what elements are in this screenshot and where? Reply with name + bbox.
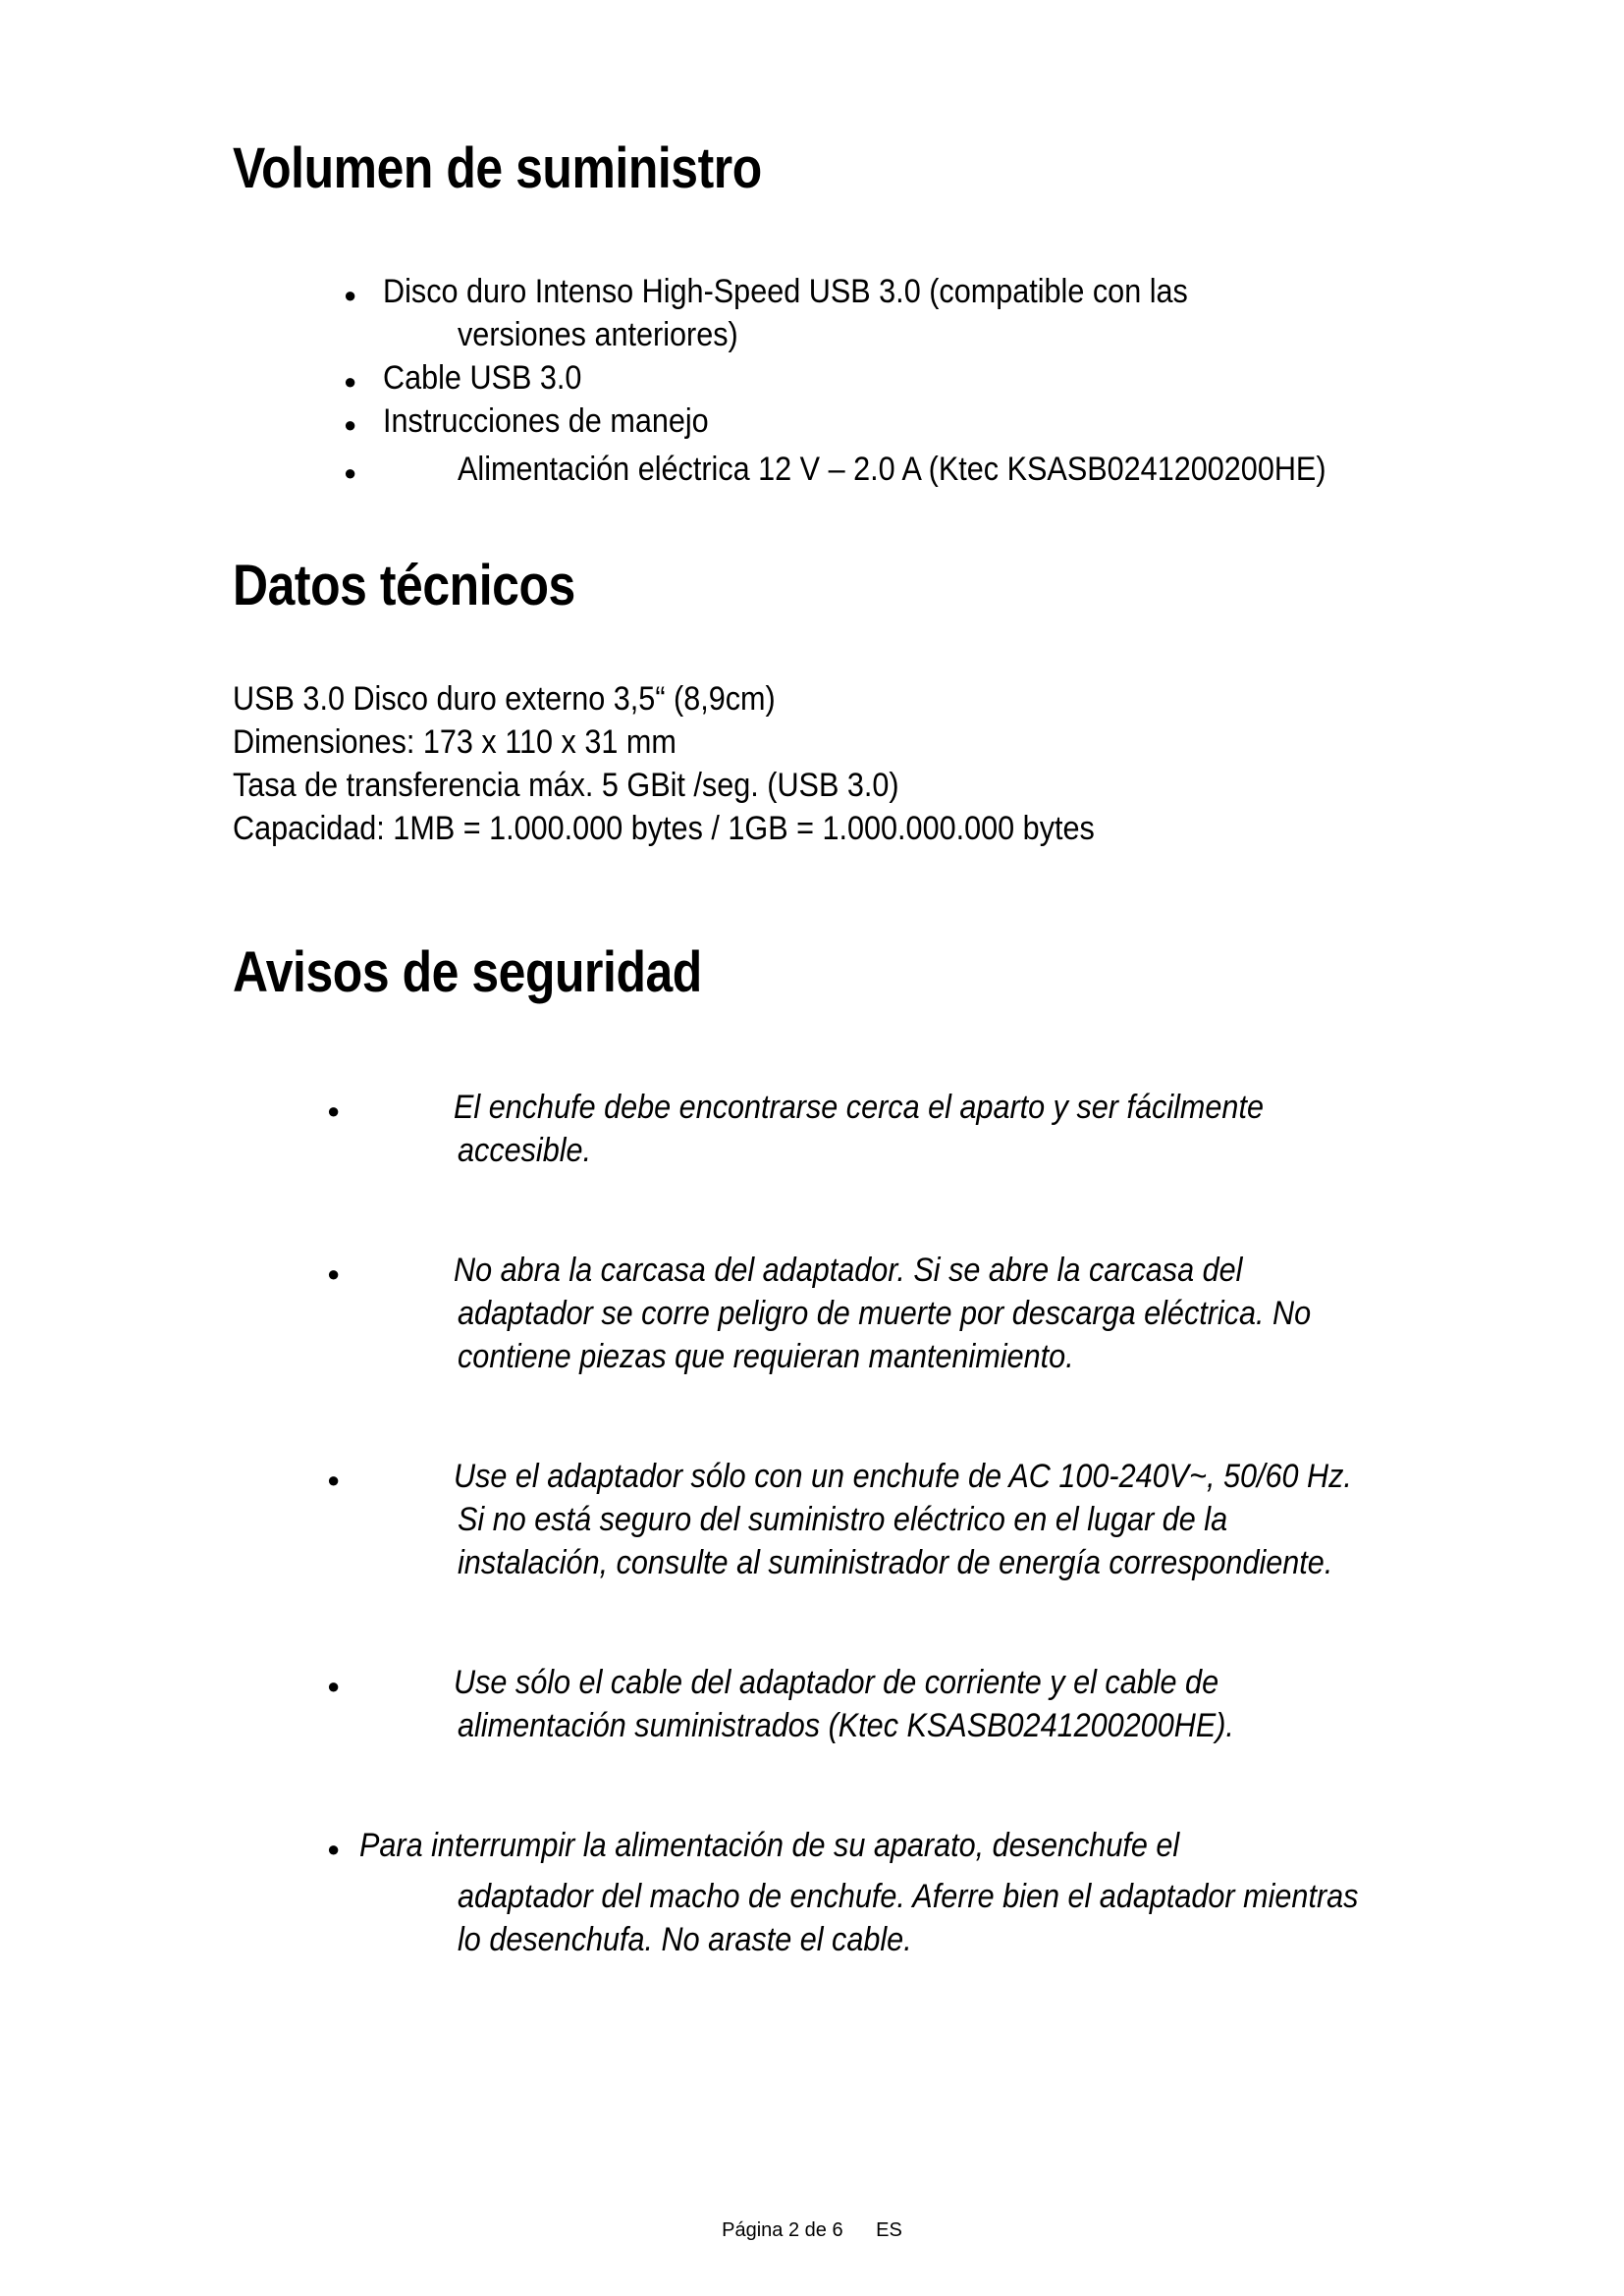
safety-item-3-line-3: instalación, consulte al suministrador de energía correspondiente.	[458, 1544, 1333, 1581]
technical-line-3: Tasa de transferencia máx. 5 GBit /seg. (USB 3.0)	[233, 767, 899, 804]
safety-item-2-line-1: No abra la carcasa del adaptador. Si se abre la carcasa del	[454, 1252, 1243, 1289]
page-footer	[0, 2218, 1624, 2242]
bullet: ●	[344, 283, 357, 307]
page-number: Página 2 de 6	[722, 2219, 843, 2241]
safety-item-5-line-1: Para interrumpir la alimentación de su aparato, desenchufe el	[359, 1827, 1180, 1864]
delivery-item-1-line-1: Disco duro Intenso High-Speed USB 3.0 (compatible con las	[383, 273, 1188, 310]
bullet: ●	[344, 460, 357, 485]
bullet: ●	[327, 1674, 341, 1698]
delivery-item-3: Instrucciones de manejo	[383, 402, 709, 440]
section-title-delivery: Volumen de suministro	[233, 136, 762, 200]
safety-item-2-line-2: adaptador se corre peligro de muerte por descarga eléctrica. No	[458, 1295, 1312, 1332]
delivery-item-2: Cable USB 3.0	[383, 359, 582, 397]
technical-line-4: Capacidad: 1MB = 1.000.000 bytes / 1GB = 1.000.000.000 bytes	[233, 810, 1095, 847]
safety-item-5-line-2: adaptador del macho de enchufe. Aferre bien el adaptador mientras	[458, 1878, 1359, 1915]
safety-item-3-line-2: Si no está seguro del suministro eléctrico en el lugar de la	[458, 1501, 1228, 1538]
bullet: ●	[327, 1468, 341, 1492]
safety-item-1-line-2: accesible.	[458, 1132, 592, 1169]
safety-item-1-line-1: El enchufe debe encontrarse cerca el aparto y ser fácilmente	[454, 1089, 1264, 1126]
bullet: ●	[344, 412, 357, 437]
safety-item-2-line-3: contiene piezas que requieran mantenimiento.	[458, 1338, 1074, 1375]
safety-item-5-line-3: lo desenchufa. No araste el cable.	[458, 1921, 912, 1958]
technical-line-1: USB 3.0 Disco duro externo 3,5“ (8,9cm)	[233, 680, 776, 718]
technical-line-2: Dimensiones: 173 x 110 x 31 mm	[233, 723, 677, 761]
delivery-item-1-line-2: versiones anteriores)	[458, 316, 738, 353]
safety-item-4-line-2: alimentación suministrados (Ktec KSASB0241200200HE).	[458, 1707, 1234, 1744]
bullet: ●	[344, 369, 357, 394]
section-title-technical: Datos técnicos	[233, 554, 575, 617]
safety-item-3-line-1: Use el adaptador sólo con un enchufe de AC 100-240V~, 50/60 Hz.	[454, 1458, 1352, 1495]
bullet: ●	[327, 1261, 341, 1286]
delivery-item-4: Alimentación eléctrica 12 V – 2.0 A (Ktec KSASB0241200200HE)	[458, 451, 1326, 488]
language-code: ES	[876, 2219, 902, 2241]
bullet: ●	[327, 1837, 341, 1861]
section-title-safety: Avisos de seguridad	[233, 940, 702, 1004]
bullet: ●	[327, 1098, 341, 1123]
safety-item-4-line-1: Use sólo el cable del adaptador de corriente y el cable de	[454, 1664, 1219, 1701]
